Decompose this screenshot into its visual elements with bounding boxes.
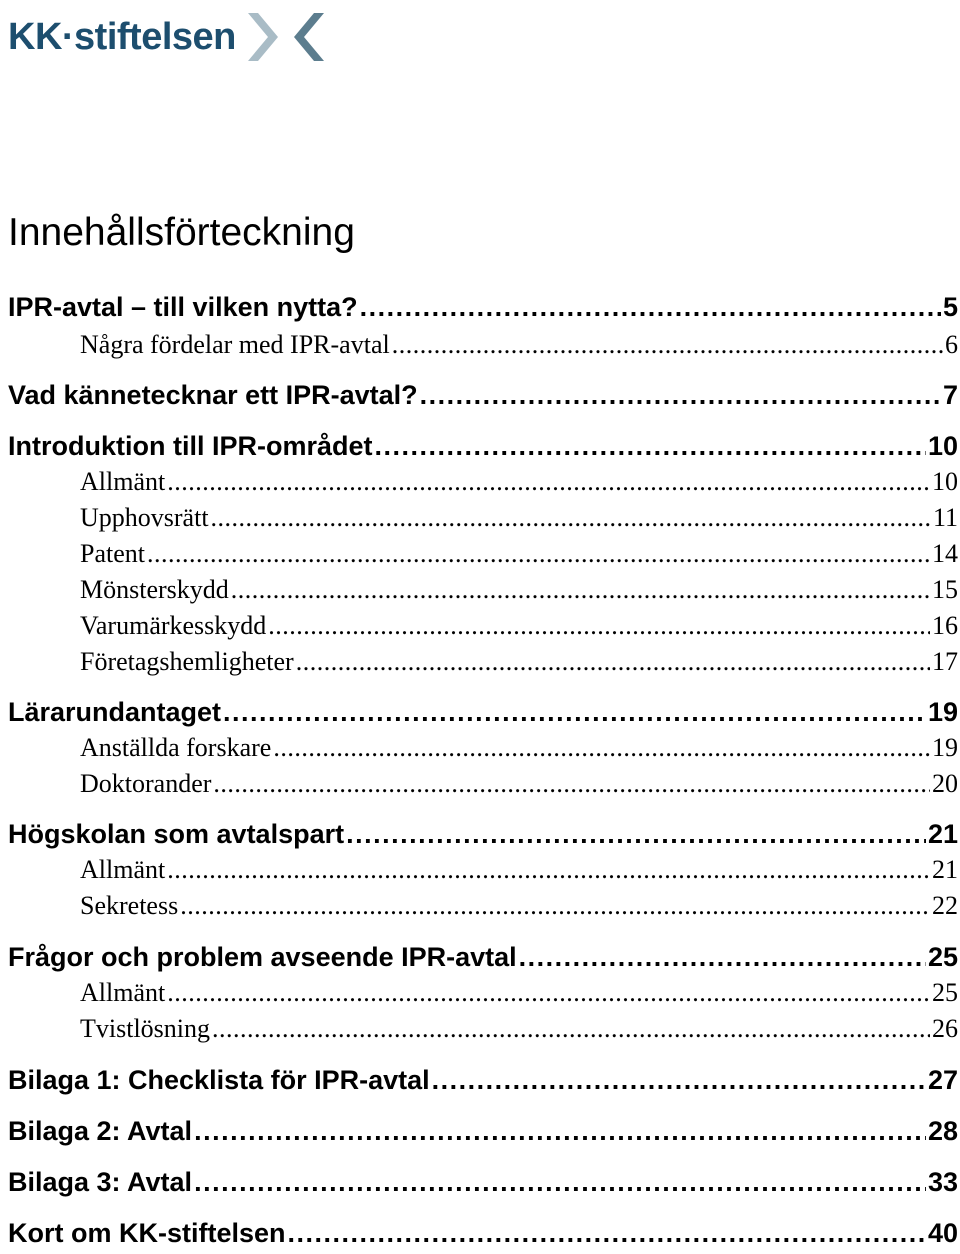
toc-dot-leader <box>194 1116 926 1147</box>
toc-dot-leader <box>392 330 943 360</box>
toc-entry-label: Kort om KK-stiftelsen <box>8 1218 286 1248</box>
toc-entry-page-number: 19 <box>927 697 958 727</box>
toc-entry-page-number: 25 <box>927 942 958 972</box>
toc-entry-label: IPR-avtal – till vilken nytta? <box>8 292 358 322</box>
toc-entry-page-number: 33 <box>927 1167 958 1197</box>
toc-dot-leader <box>180 891 930 921</box>
toc-entry-heading[interactable] <box>8 1116 958 1152</box>
toc-entry-subheading[interactable] <box>8 575 958 611</box>
toc-entry-subheading[interactable] <box>8 647 958 683</box>
toc-entry-label: Bilaga 3: Avtal <box>8 1167 193 1197</box>
toc-entry-page-number: 5 <box>942 292 958 322</box>
toc-entry-label: Bilaga 1: Checklista för IPR-avtal <box>8 1065 430 1095</box>
toc-entry-page-number: 22 <box>932 891 958 920</box>
toc-dot-leader <box>346 819 926 850</box>
toc-entry-label: Mönsterskydd <box>80 575 229 604</box>
toc-dot-leader <box>420 380 941 411</box>
toc-dot-leader <box>231 575 930 605</box>
toc-entry-page-number: 40 <box>927 1218 958 1248</box>
toc-entry-page-number: 28 <box>927 1116 958 1146</box>
toc-entry-page-number: 16 <box>932 611 958 640</box>
toc-dot-leader <box>194 1167 926 1198</box>
chevron-left-shape <box>294 13 324 61</box>
toc-dot-leader <box>375 431 926 462</box>
toc-entry-page-number: 27 <box>927 1065 958 1095</box>
toc-entry-page-number: 25 <box>932 978 958 1007</box>
toc-dot-leader <box>211 503 931 533</box>
toc-dot-leader <box>288 1218 926 1249</box>
toc-entry-page-number: 21 <box>932 855 958 884</box>
toc-entry-label: Bilaga 2: Avtal <box>8 1116 193 1146</box>
toc-entry-label: Varumärkesskydd <box>80 611 267 640</box>
toc-dot-leader <box>167 467 930 497</box>
toc-dot-leader <box>213 769 930 799</box>
toc-entry-subheading[interactable] <box>8 611 958 647</box>
toc-entry-heading[interactable] <box>8 1167 958 1203</box>
toc-entry-page-number: 7 <box>942 380 958 410</box>
toc-title: Innehållsförteckning <box>8 211 355 254</box>
toc-dot-leader <box>360 292 941 323</box>
toc-entry-page-number: 15 <box>932 575 958 604</box>
toc-entry-subheading[interactable] <box>8 539 958 575</box>
toc-entry-page-number: 17 <box>932 647 958 676</box>
toc-entry-label: Patent <box>80 539 145 568</box>
toc-entry-subheading[interactable] <box>8 978 958 1014</box>
double-chevron-icon <box>246 9 326 65</box>
toc-entry-heading[interactable] <box>8 1065 958 1101</box>
toc-entry-subheading[interactable] <box>8 503 958 539</box>
toc-entry-subheading[interactable] <box>8 330 958 366</box>
toc-dot-leader <box>167 855 930 885</box>
toc-entry-label: Sekretess <box>80 891 179 920</box>
toc-dot-leader <box>296 647 930 677</box>
toc-entry-page-number: 14 <box>932 539 958 568</box>
toc-entry-page-number: 26 <box>932 1014 958 1043</box>
kk-stiftelsen-logo <box>8 6 328 68</box>
toc-dot-leader <box>273 733 930 763</box>
toc-entry-subheading[interactable] <box>8 855 958 891</box>
toc-entry-page-number: 21 <box>927 819 958 849</box>
toc-entry-label: Företagshemligheter <box>80 647 294 676</box>
toc-entry-heading[interactable] <box>8 819 958 855</box>
toc-entry-label: Vad kännetecknar ett IPR-avtal? <box>8 380 418 410</box>
toc-entry-page-number: 20 <box>932 769 958 798</box>
toc-dot-leader <box>167 978 930 1008</box>
toc-entry-label: Doktorander <box>80 769 212 798</box>
toc-dot-leader <box>223 697 926 728</box>
toc-entry-label: Högskolan som avtalspart <box>8 819 345 849</box>
toc-entry-subheading[interactable] <box>8 769 958 805</box>
toc-entry-heading[interactable] <box>8 380 958 416</box>
toc-dot-leader <box>432 1065 926 1096</box>
toc-entry-heading[interactable] <box>8 1218 958 1254</box>
toc-entry-label: Allmänt <box>80 467 166 496</box>
toc-entry-heading[interactable] <box>8 292 958 328</box>
toc-entry-page-number: 6 <box>945 330 958 359</box>
toc-entry-heading[interactable] <box>8 697 958 733</box>
toc-dot-leader <box>147 539 930 569</box>
toc-entry-subheading[interactable] <box>8 467 958 503</box>
toc-entry-label: Lärarundantaget <box>8 697 222 727</box>
toc-entry-label: Allmänt <box>80 855 166 884</box>
toc-entry-subheading[interactable] <box>8 1014 958 1050</box>
toc-dot-leader <box>212 1014 930 1044</box>
toc-entry-page-number: 11 <box>932 503 958 532</box>
toc-entry-label: Allmänt <box>80 978 166 1007</box>
logo-text: KK·stiftelsen <box>8 16 236 58</box>
toc-entry-label: Frågor och problem avseende IPR-avtal <box>8 942 517 972</box>
toc-entry-label: Tvistlösning <box>80 1014 211 1043</box>
toc-entry-label: Anställda forskare <box>80 733 272 762</box>
toc-entry-heading[interactable] <box>8 942 958 978</box>
toc-dot-leader <box>519 942 926 973</box>
toc-entry-label: Några fördelar med IPR-avtal <box>80 330 390 359</box>
toc-entry-page-number: 10 <box>927 431 958 461</box>
toc-dot-leader <box>268 611 930 641</box>
toc-entry-subheading[interactable] <box>8 733 958 769</box>
toc-entry-subheading[interactable] <box>8 891 958 927</box>
toc-entry-heading[interactable] <box>8 431 958 467</box>
toc-entry-page-number: 10 <box>932 467 958 496</box>
toc-entry-label: Upphovsrätt <box>80 503 209 532</box>
chevron-right-shape <box>248 13 278 61</box>
toc-entry-label: Introduktion till IPR-området <box>8 431 373 461</box>
toc-entry-page-number: 19 <box>932 733 958 762</box>
